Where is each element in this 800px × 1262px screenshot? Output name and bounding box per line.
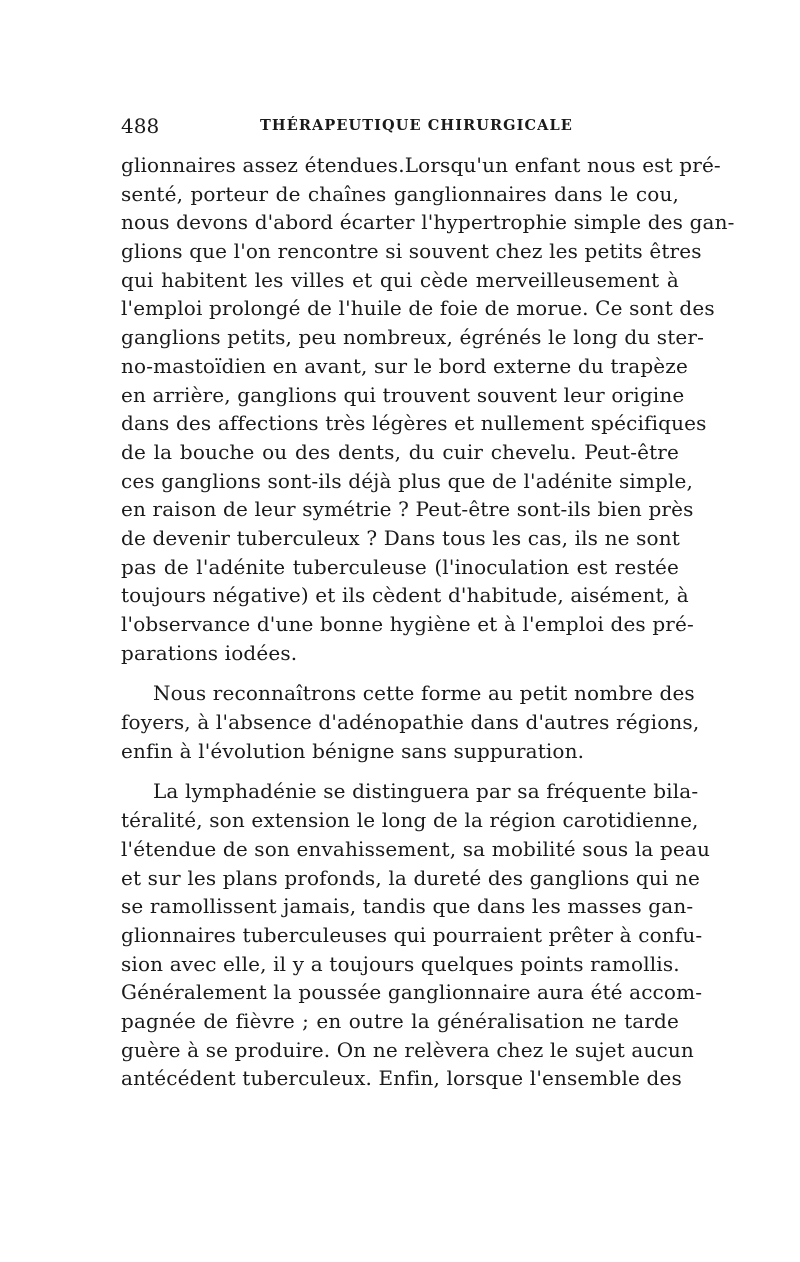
text-line: pagnée de fièvre ; en outre la généralisation ne tarde [121,1008,679,1033]
text-line: l'observance d'une bonne hygiène et à l'emploi des pré- [121,612,694,636]
text-line: senté, porteur de chaînes ganglionnaires dans le cou, [121,181,679,206]
text-line: La lymphadénie se distinguera par sa fréquente bila- [153,779,699,804]
text-line: foyers, à l'absence d'adénopathie dans d'autres régions, [121,710,700,735]
running-head [121,113,679,139]
paragraph-1 [121,151,735,667]
text-line: nous devons d'abord écarter l'hypertrophie simple des gan- [121,210,735,235]
text-line: glions que l'on rencontre si souvent chez les petits êtres [121,239,702,264]
text-line: qui habitent les villes et qui cède merveilleusement à [121,267,679,292]
paragraph-gap [121,765,679,777]
text-line: pas de l'adénite tuberculeuse (l'inoculation est restée [121,554,679,579]
text-line: glionnaires tuberculeuses qui pourraient prêter à confu- [121,922,703,947]
text-line: sion avec elle, il y a toujours quelques points ramollis. [121,951,680,976]
text-line: dans des affections très légères et nullement spécifiques [121,411,707,436]
text-line: no-mastoïdien en avant, sur le bord externe du trapèze [121,353,688,378]
text-line: parations iodées. [121,640,298,665]
running-title: THÉRAPEUTIQUE CHIRURGICALE [260,117,573,134]
text-line: Généralement la poussée ganglionnaire aura été accom- [121,980,703,1005]
text-line: glionnaires assez étendues.Lorsqu'un enfant nous est pré- [121,153,721,177]
text-line: de la bouche ou des dents, du cuir chevelu. Peut-être [121,439,679,464]
text-line: de devenir tuberculeux ? Dans tous les cas, ils ne sont [121,525,680,550]
text-line: se ramollissent jamais, tandis que dans les masses gan- [121,894,694,919]
text-line: téralité, son extension le long de la région carotidienne, [121,808,699,833]
text-line: ces ganglions sont-ils déjà plus que de l'adénite simple, [121,468,694,493]
text-line: en raison de leur symétrie ? Peut-être sont-ils bien près [121,497,694,522]
text-line: ganglions petits, peu nombreux, égrénés le long du ster- [121,325,705,350]
text-line: enfin à l'évolution bénigne sans suppuration. [121,738,585,763]
text-line: l'étendue de son envahissement, sa mobilité sous la peau [121,836,711,861]
text-line: Nous reconnaîtrons cette forme au petit nombre des [153,681,695,706]
body-text [121,151,735,1093]
text-line: antécédent tuberculeux. Enfin, lorsque l'ensemble des [121,1066,682,1091]
text-line: l'emploi prolongé de l'huile de foie de morue. Ce sont des [121,296,715,321]
paragraph-gap [121,667,679,679]
text-line: guère à se produire. On ne relèvera chez le sujet aucun [121,1037,694,1062]
text-line: en arrière, ganglions qui trouvent souvent leur origine [121,382,685,407]
paragraph-3 [121,777,711,1093]
text-line: et sur les plans profonds, la dureté des ganglions qui ne [121,865,700,890]
paragraph-2 [121,679,700,765]
text-line: toujours négative) et ils cèdent d'habitude, aisément, à [121,583,689,608]
page-number: 488 [121,114,160,138]
